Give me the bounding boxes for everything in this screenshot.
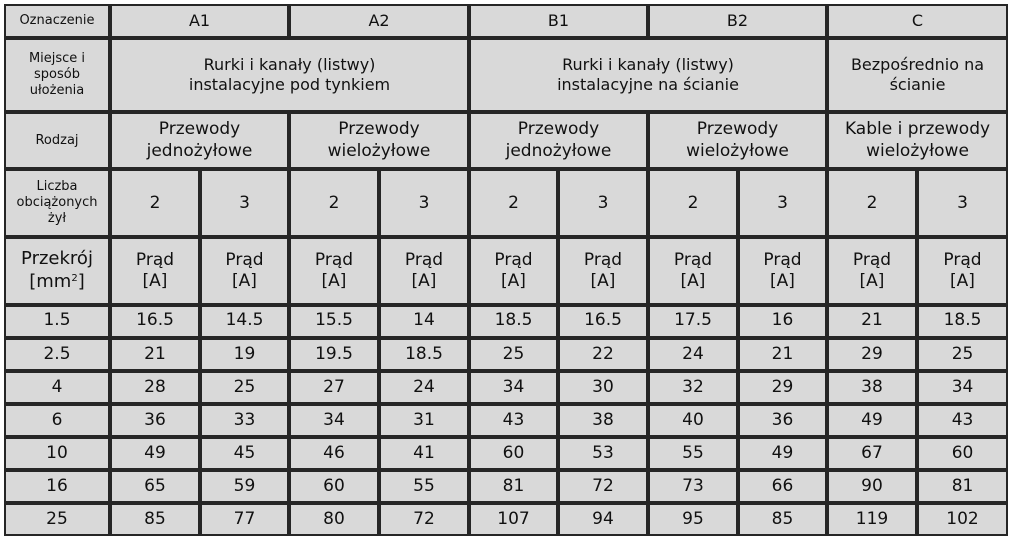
kind-line: wielożyłowe xyxy=(686,140,789,161)
miejsce-label-line: Miejsce i xyxy=(28,50,86,66)
current-value-cell: 22 xyxy=(558,338,648,371)
current-unit: [A] xyxy=(501,270,526,291)
current-value-cell: 80 xyxy=(289,503,379,536)
current-value-cell: 43 xyxy=(917,404,1008,437)
current-value-cell: 60 xyxy=(469,437,558,470)
kind-line: wielożyłowe xyxy=(866,140,969,161)
conductor-count: 2 xyxy=(110,169,200,237)
miejsce-label-line: ułożenia xyxy=(29,83,85,99)
current-value-cell: 32 xyxy=(648,371,738,404)
place-line: instalacyjne pod tynkiem xyxy=(188,75,391,95)
table-row xyxy=(4,437,1008,470)
code-b2: B2 xyxy=(648,4,827,38)
place-line: ścianie xyxy=(889,75,946,95)
section-cell: 16 xyxy=(4,470,110,503)
table-row xyxy=(4,404,1008,437)
current-value-cell: 94 xyxy=(558,503,648,536)
row-liczba xyxy=(4,169,1008,237)
current-value-cell: 73 xyxy=(648,470,738,503)
liczba-label-line: żył xyxy=(47,211,67,227)
current-unit: [A] xyxy=(142,270,168,291)
row-rodzaj xyxy=(4,112,1008,169)
section-cell: 10 xyxy=(4,437,110,470)
miejsce-label-line: sposób xyxy=(34,67,80,82)
current-value-cell: 29 xyxy=(827,338,917,371)
current-value-cell: 15.5 xyxy=(289,305,379,338)
oznaczenie-label: Oznaczenie xyxy=(4,4,110,38)
conductor-count: 3 xyxy=(379,169,469,237)
current-value-cell: 25 xyxy=(200,371,289,404)
kind-a1 xyxy=(110,112,289,169)
table-row xyxy=(4,338,1008,371)
current-value-cell: 34 xyxy=(469,371,558,404)
current-header xyxy=(110,237,200,304)
current-value-cell: 19.5 xyxy=(289,338,379,371)
liczba-label-line: Liczba xyxy=(36,178,78,194)
current-header xyxy=(917,237,1008,304)
current-unit: [A] xyxy=(950,270,975,291)
current-label: Prąd xyxy=(494,249,533,270)
current-value-cell: 85 xyxy=(738,503,827,536)
current-value-cell: 16.5 xyxy=(558,305,648,338)
current-value-cell: 27 xyxy=(289,371,379,404)
current-value-cell: 46 xyxy=(289,437,379,470)
current-value-cell: 25 xyxy=(917,338,1008,371)
current-header xyxy=(379,237,469,304)
kind-line: Przewody xyxy=(158,119,241,140)
current-value-cell: 49 xyxy=(110,437,200,470)
current-header xyxy=(827,237,917,304)
current-value-cell: 59 xyxy=(200,470,289,503)
code-a1: A1 xyxy=(110,4,289,38)
kind-line: Przewody xyxy=(517,119,600,140)
table-row xyxy=(4,305,1008,338)
current-value-cell: 33 xyxy=(200,404,289,437)
current-value-cell: 14 xyxy=(379,305,469,338)
conductor-count: 3 xyxy=(917,169,1008,237)
current-value-cell: 119 xyxy=(827,503,917,536)
current-value-cell: 16.5 xyxy=(110,305,200,338)
section-cell: 2.5 xyxy=(4,338,110,371)
current-header xyxy=(738,237,827,304)
table-header xyxy=(4,4,1008,305)
current-label: Prąd xyxy=(943,249,982,270)
current-value-cell: 72 xyxy=(379,503,469,536)
liczba-label-line: obciążonych xyxy=(16,195,98,211)
current-value-cell: 55 xyxy=(648,437,738,470)
current-value-cell: 17.5 xyxy=(648,305,738,338)
current-label: Prąd xyxy=(673,249,713,270)
place-line: Rurki i kanały (listwy) xyxy=(203,55,376,75)
row-oznaczenie xyxy=(4,4,1008,38)
current-header xyxy=(469,237,558,304)
kind-line: jednożyłowe xyxy=(505,140,612,161)
current-value-cell: 90 xyxy=(827,470,917,503)
ampacity-table xyxy=(4,4,1008,536)
current-value-cell: 18.5 xyxy=(379,338,469,371)
current-value-cell: 72 xyxy=(558,470,648,503)
current-value-cell: 49 xyxy=(827,404,917,437)
current-value-cell: 40 xyxy=(648,404,738,437)
current-label: Prąd xyxy=(852,249,892,270)
current-value-cell: 18.5 xyxy=(469,305,558,338)
current-unit: [A] xyxy=(590,270,616,291)
current-label: Prąd xyxy=(225,249,264,270)
current-value-cell: 102 xyxy=(917,503,1008,536)
conductor-count: 3 xyxy=(558,169,648,237)
current-header xyxy=(558,237,648,304)
current-value-cell: 60 xyxy=(289,470,379,503)
current-label: Prąd xyxy=(314,249,354,270)
kind-line: Kable i przewody xyxy=(844,119,991,140)
table-body xyxy=(4,305,1008,536)
section-cell: 25 xyxy=(4,503,110,536)
current-value-cell: 29 xyxy=(738,371,827,404)
przekroj-label xyxy=(4,237,110,304)
current-value-cell: 41 xyxy=(379,437,469,470)
conductor-count: 2 xyxy=(469,169,558,237)
current-value-cell: 14.5 xyxy=(200,305,289,338)
kind-c xyxy=(827,112,1008,169)
current-value-cell: 18.5 xyxy=(917,305,1008,338)
current-value-cell: 55 xyxy=(379,470,469,503)
current-label: Prąd xyxy=(583,249,623,270)
current-label: Prąd xyxy=(404,249,444,270)
place-line: Bezpośrednio na xyxy=(850,55,985,75)
kind-line: Przewody xyxy=(696,119,779,140)
place-line: instalacyjne na ścianie xyxy=(557,75,739,95)
current-header xyxy=(648,237,738,304)
current-unit: [A] xyxy=(680,270,706,291)
code-b1: B1 xyxy=(469,4,648,38)
current-value-cell: 38 xyxy=(558,404,648,437)
current-value-cell: 65 xyxy=(110,470,200,503)
current-value-cell: 19 xyxy=(200,338,289,371)
place-a xyxy=(110,38,469,112)
current-label: Prąd xyxy=(763,249,802,270)
przekroj-unit: $[mm^2]$ xyxy=(29,270,85,292)
conductor-count: 3 xyxy=(200,169,289,237)
kind-line: Przewody xyxy=(338,119,420,140)
rodzaj-label: Rodzaj xyxy=(4,112,110,169)
current-value-cell: 45 xyxy=(200,437,289,470)
current-value-cell: 38 xyxy=(827,371,917,404)
kind-line: wielożyłowe xyxy=(327,140,431,161)
kind-line: jednożyłowe xyxy=(146,140,253,161)
current-value-cell: 31 xyxy=(379,404,469,437)
miejsce-label xyxy=(4,38,110,112)
przekroj-title: Przekrój xyxy=(21,248,93,270)
current-unit: [A] xyxy=(770,270,795,291)
table-row xyxy=(4,371,1008,404)
section-cell: 6 xyxy=(4,404,110,437)
section-cell: 1.5 xyxy=(4,305,110,338)
current-value-cell: 34 xyxy=(917,371,1008,404)
current-value-cell: 16 xyxy=(738,305,827,338)
conductor-count: 3 xyxy=(738,169,827,237)
current-value-cell: 28 xyxy=(110,371,200,404)
current-value-cell: 49 xyxy=(738,437,827,470)
liczba-label xyxy=(4,169,110,237)
table-row xyxy=(4,470,1008,503)
current-value-cell: 36 xyxy=(738,404,827,437)
section-cell: 4 xyxy=(4,371,110,404)
current-value-cell: 21 xyxy=(738,338,827,371)
current-value-cell: 107 xyxy=(469,503,558,536)
current-unit: [A] xyxy=(411,270,437,291)
current-header xyxy=(200,237,289,304)
place-c xyxy=(827,38,1008,112)
current-value-cell: 67 xyxy=(827,437,917,470)
current-value-cell: 81 xyxy=(469,470,558,503)
current-value-cell: 81 xyxy=(917,470,1008,503)
current-unit: [A] xyxy=(321,270,347,291)
row-miejsce xyxy=(4,38,1008,112)
current-value-cell: 85 xyxy=(110,503,200,536)
code-c: C xyxy=(827,4,1008,38)
current-value-cell: 21 xyxy=(110,338,200,371)
conductor-count: 2 xyxy=(648,169,738,237)
code-a2: A2 xyxy=(289,4,469,38)
current-label: Prąd xyxy=(135,249,175,270)
current-unit: [A] xyxy=(859,270,885,291)
row-units xyxy=(4,237,1008,304)
table-row xyxy=(4,503,1008,536)
current-value-cell: 36 xyxy=(110,404,200,437)
current-value-cell: 77 xyxy=(200,503,289,536)
kind-b2 xyxy=(648,112,827,169)
current-unit: [A] xyxy=(232,270,257,291)
current-header xyxy=(289,237,379,304)
current-value-cell: 95 xyxy=(648,503,738,536)
kind-a2 xyxy=(289,112,469,169)
place-line: Rurki i kanały (listwy) xyxy=(562,55,734,75)
place-b xyxy=(469,38,827,112)
current-value-cell: 66 xyxy=(738,470,827,503)
conductor-count: 2 xyxy=(289,169,379,237)
conductor-count: 2 xyxy=(827,169,917,237)
current-value-cell: 60 xyxy=(917,437,1008,470)
current-value-cell: 25 xyxy=(469,338,558,371)
current-value-cell: 24 xyxy=(379,371,469,404)
current-value-cell: 43 xyxy=(469,404,558,437)
current-value-cell: 24 xyxy=(648,338,738,371)
current-value-cell: 30 xyxy=(558,371,648,404)
current-value-cell: 34 xyxy=(289,404,379,437)
current-value-cell: 21 xyxy=(827,305,917,338)
kind-b1 xyxy=(469,112,648,169)
current-value-cell: 53 xyxy=(558,437,648,470)
